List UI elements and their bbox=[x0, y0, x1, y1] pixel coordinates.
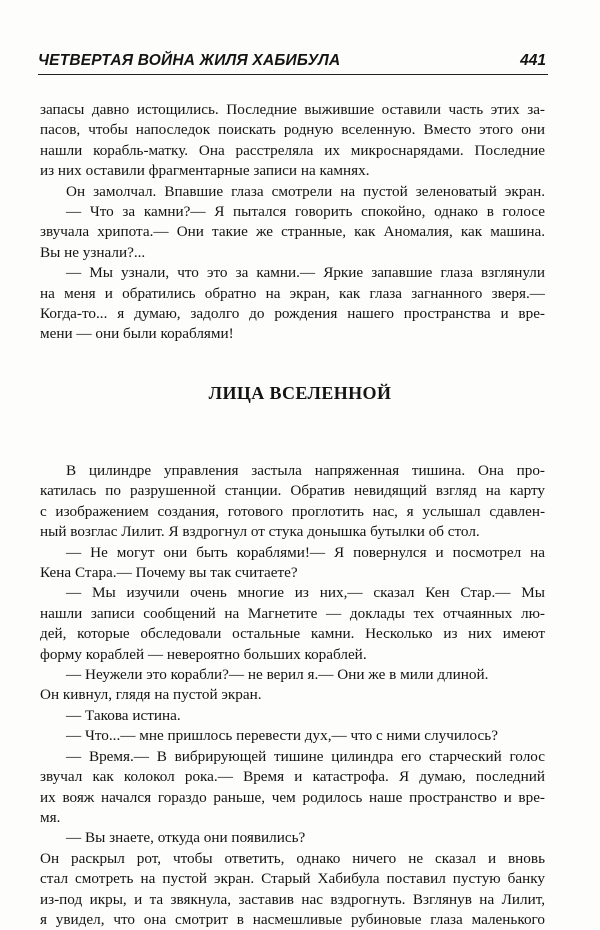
text-line: форму кораблей — невероятно больших кораблей. bbox=[40, 645, 367, 663]
chapter-title: ЛИЦА ВСЕЛЕННОЙ bbox=[208, 383, 392, 403]
text-line: мя. bbox=[40, 808, 61, 826]
text-line: Кена Стара.— Почему вы так считаете? bbox=[40, 564, 298, 582]
text-line: Он кивнул, глядя на пустой экран. bbox=[40, 686, 262, 704]
text-line: стал смотреть на пустой экран. Старый Хабибула поставил пустую банку bbox=[40, 870, 545, 888]
chapter-body bbox=[40, 461, 545, 930]
text-line: — Время.— В вибрирующей тишине цилиндра его старческий голос bbox=[66, 747, 545, 765]
text-line: звучала хрипота.— Они такие же странные, как Аномалия, как машина. bbox=[40, 223, 545, 241]
text-line: — Не могут они быть кораблями!— Я повернулся и посмотрел на bbox=[66, 543, 545, 561]
text-line: катилась по разрушенной станции. Обратив невидящий взгляд на карту bbox=[40, 482, 545, 500]
text-line: их вояж начался гораздо раньше, чем родилось наше пространство и вре- bbox=[40, 788, 545, 806]
text-line: — Вы знаете, откуда они появились? bbox=[66, 829, 306, 847]
text-line: пасов, чтобы напоследок поискать родную вселенную. Вместо этого они bbox=[40, 121, 545, 139]
text-line: Вы не узнали?... bbox=[40, 243, 146, 261]
text-line: нашли корабль-матку. Она расстреляла их микроснарядами. Последние bbox=[40, 141, 545, 159]
text-line: дей, которые обследовали остальные камни. Несколько из них имеют bbox=[40, 625, 545, 643]
text-line: — Мы узнали, что это за камни.— Яркие запавшие глаза взглянули bbox=[66, 264, 545, 282]
text-line: ный возглас Лилит. Я вздрогнул от стука донышка бутылки об стол. bbox=[40, 523, 480, 541]
text-line: на меня и обратились обратно на экран, как глаза загнанного зверя.— bbox=[40, 284, 545, 302]
text-line: — Мы изучили очень многие из них,— сказал Кен Стар.— Мы bbox=[66, 584, 545, 602]
text-line: из них оставили фрагментарные записи на камнях. bbox=[40, 162, 370, 180]
text-line: я увидел, что она смотрит в насмешливые рубиновые глаза маленького bbox=[40, 910, 545, 928]
text-line: Он раскрыл рот, чтобы ответить, однако ничего не сказал и вновь bbox=[40, 849, 545, 867]
running-title: ЧЕТВЕРТАЯ ВОЙНА ЖИЛЯ ХАБИБУЛА bbox=[38, 52, 341, 69]
text-line: с изображением создания, готового проглотить нас, я услышал сдавлен- bbox=[40, 502, 545, 520]
text-line: Он замолчал. Впавшие глаза смотрели на пустой зеленоватый экран. bbox=[66, 182, 545, 200]
text-line: — Такова истина. bbox=[66, 706, 181, 724]
running-header bbox=[38, 50, 548, 75]
text-line: мени — они были кораблями! bbox=[40, 325, 234, 343]
text-line: звучал как колокол рока.— Время и катастрофа. Я думаю, последний bbox=[40, 768, 545, 786]
text-line: — Что за камни?— Я пытался говорить спокойно, однако в голосе bbox=[66, 203, 545, 221]
text-line: из-под икры, и та звякнула, заставив нас вздрогнуть. Взглянув на Лилит, bbox=[40, 890, 545, 908]
text-line: запасы давно истощились. Последние выжившие оставили часть этих за- bbox=[40, 101, 545, 118]
page-number: 441 bbox=[520, 52, 546, 69]
text-line: В цилиндре управления застыла напряженная тишина. Она про- bbox=[66, 462, 545, 479]
text-line: — Неужели это корабли?— не верил я.— Они же в мили длиной. bbox=[66, 666, 489, 684]
previous-chapter-ending bbox=[40, 100, 545, 345]
text-line: — Что...— мне пришлось перевести дух,— что с ними случилось? bbox=[66, 727, 498, 745]
text-line: Когда-то... я думаю, задолго до рождения нашего пространства и вре- bbox=[40, 305, 545, 323]
text-line: нашли записи сообщений на Магнетите — доклады тех отчаянных лю- bbox=[40, 604, 545, 622]
